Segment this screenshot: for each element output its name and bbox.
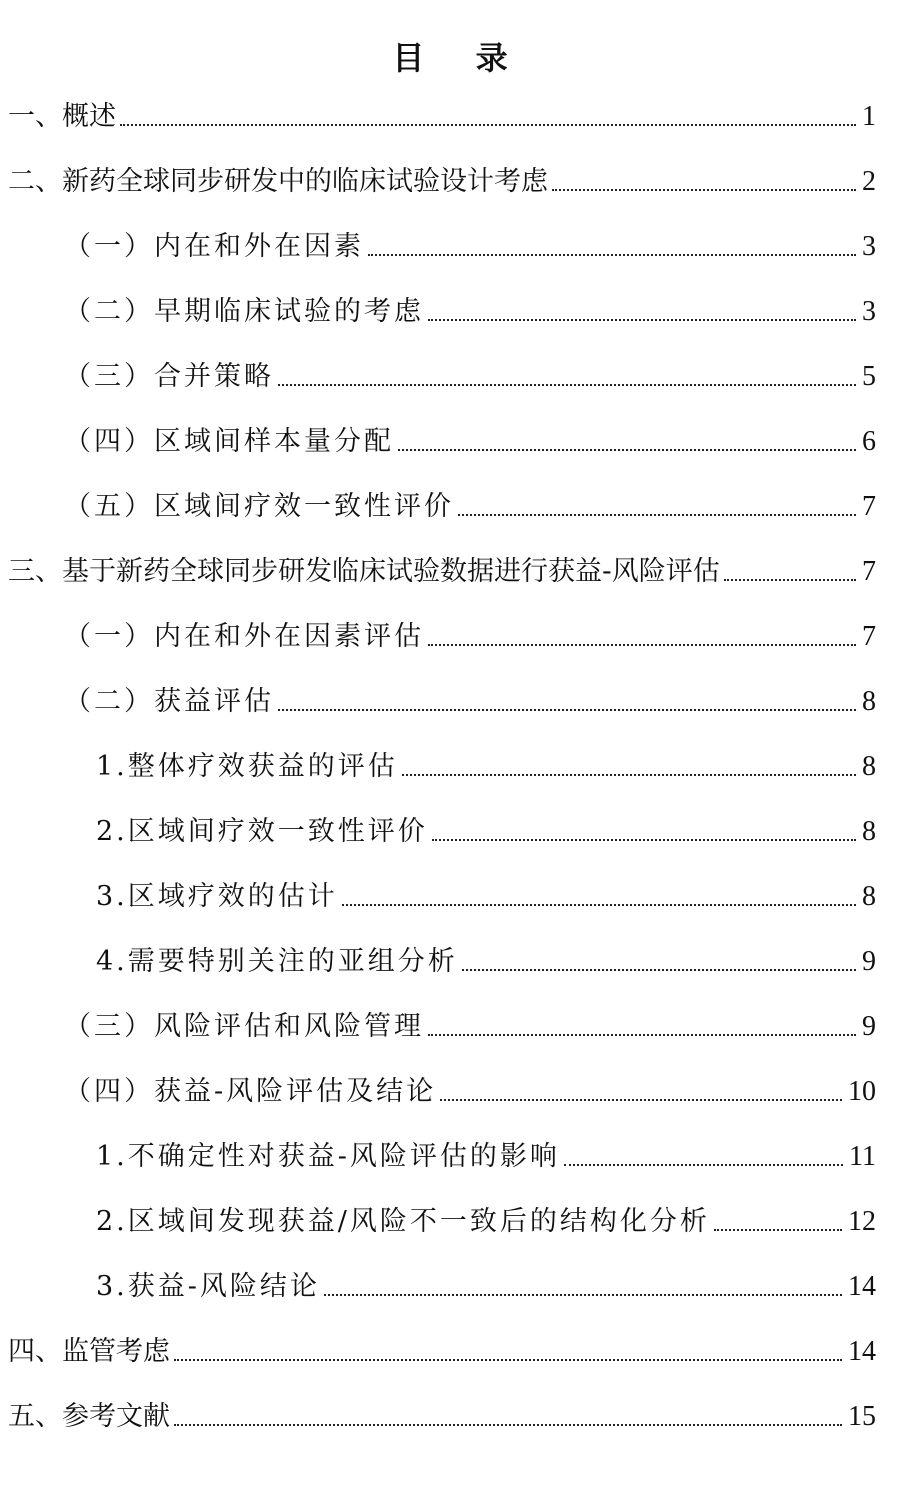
dot-leader [368, 254, 856, 256]
toc-entry-page: 3 [862, 296, 876, 327]
toc-entry-label: 一、概述 [8, 101, 116, 132]
toc-entry-label: 二、新药全球同步研发中的临床试验设计考虑 [8, 166, 548, 197]
toc-entry-page: 8 [862, 881, 876, 912]
toc-entry-label: 四、监管考虑 [8, 1336, 170, 1367]
dot-leader [174, 1424, 842, 1426]
toc-entry-label: 2.区域间疗效一致性评价 [96, 816, 428, 847]
toc-entry-label: 3.区域疗效的估计 [96, 881, 338, 912]
toc-entry-page: 15 [848, 1401, 876, 1432]
toc-entry-regional-consistency[interactable] [0, 809, 876, 849]
dot-leader [398, 449, 856, 451]
dot-leader [462, 969, 856, 971]
dot-leader [342, 904, 856, 906]
toc-entry-page: 7 [862, 491, 876, 522]
toc-entry-factors[interactable] [0, 224, 876, 264]
toc-entry-label: （三）合并策略 [64, 361, 274, 392]
toc-entry-pooling-strategy[interactable] [0, 354, 876, 394]
dot-leader [724, 579, 856, 581]
toc-entry-label: 五、参考文献 [8, 1401, 170, 1432]
toc-entry-label: 1.不确定性对获益-风险评估的影响 [96, 1141, 560, 1172]
toc-entry-label: 3.获益-风险结论 [96, 1271, 320, 1302]
toc-entry-factor-assessment[interactable] [0, 614, 876, 654]
toc-entry-label: （一）内在和外在因素评估 [64, 621, 424, 652]
dot-leader [324, 1294, 842, 1296]
toc-entry-page: 1 [862, 101, 876, 132]
toc-entry-page: 14 [848, 1336, 876, 1367]
dot-leader [440, 1099, 842, 1101]
toc-entry-page: 14 [848, 1271, 876, 1302]
dot-leader [428, 644, 856, 646]
toc-entry-label: （三）风险评估和风险管理 [64, 1011, 424, 1042]
dot-leader [174, 1359, 842, 1361]
dot-leader [402, 774, 856, 776]
toc-entry-page: 9 [862, 1011, 876, 1042]
toc-entry-benefit-risk[interactable] [0, 549, 876, 589]
toc-entry-page: 5 [862, 361, 876, 392]
toc-entry-label: 4.需要特别关注的亚组分析 [96, 946, 458, 977]
dot-leader [428, 319, 856, 321]
toc-entry-page: 3 [862, 231, 876, 262]
toc-title: 目 录 [392, 39, 528, 77]
dot-leader [564, 1164, 843, 1166]
toc-entry-page: 7 [862, 556, 876, 587]
toc-entry-label: 2.区域间发现获益/风险不一致后的结构化分析 [96, 1206, 710, 1237]
toc-entry-consistency[interactable] [0, 484, 876, 524]
toc-entry-page: 8 [862, 686, 876, 717]
toc-entry-subgroup-analysis[interactable] [0, 939, 876, 979]
dot-leader [432, 839, 856, 841]
toc-entry-page: 2 [862, 166, 876, 197]
toc-entry-label: （四）获益-风险评估及结论 [64, 1076, 437, 1107]
toc-entry-label: （二）获益评估 [64, 686, 274, 717]
dot-leader [278, 709, 856, 711]
toc-entry-benefit-assessment[interactable] [0, 679, 876, 719]
toc-entry-overview[interactable] [0, 94, 876, 134]
dot-leader [120, 124, 856, 126]
toc-entry-risk-management[interactable] [0, 1004, 876, 1044]
toc-entry-page: 8 [862, 751, 876, 782]
dot-leader [552, 189, 856, 191]
toc-entry-label: （一）内在和外在因素 [64, 231, 364, 262]
toc-entry-label: （五）区域间疗效一致性评价 [64, 491, 454, 522]
toc-entry-label: 三、基于新药全球同步研发临床试验数据进行获益-风险评估 [8, 556, 720, 587]
dot-leader [428, 1034, 856, 1036]
toc-entry-page: 7 [862, 621, 876, 652]
toc-entry-overall-efficacy[interactable] [0, 744, 876, 784]
toc-entry-page: 9 [862, 946, 876, 977]
toc-entry-regional-estimate[interactable] [0, 874, 876, 914]
toc-entry-page: 12 [848, 1206, 876, 1237]
dot-leader [458, 514, 856, 516]
toc-entry-trial-design[interactable] [0, 159, 876, 199]
toc-entry-uncertainty[interactable] [0, 1134, 876, 1174]
dot-leader [714, 1229, 842, 1231]
toc-entry-references[interactable] [0, 1394, 876, 1434]
toc-entry-structured-analysis[interactable] [0, 1199, 876, 1239]
toc-entry-sample-size[interactable] [0, 419, 876, 459]
toc-entry-conclusion[interactable] [0, 1264, 876, 1304]
toc-entry-early-trials[interactable] [0, 289, 876, 329]
toc-entry-label: （四）区域间样本量分配 [64, 426, 394, 457]
toc-entry-page: 10 [848, 1076, 876, 1107]
toc-entry-page: 11 [849, 1141, 876, 1172]
toc-entry-label: 1.整体疗效获益的评估 [96, 751, 398, 782]
toc-entry-benefit-risk-conclusion[interactable] [0, 1069, 876, 1109]
toc-entry-label: （二）早期临床试验的考虑 [64, 296, 424, 327]
dot-leader [278, 384, 856, 386]
toc-entry-regulatory[interactable] [0, 1329, 876, 1369]
toc-entry-page: 8 [862, 816, 876, 847]
toc-entry-page: 6 [862, 426, 876, 457]
